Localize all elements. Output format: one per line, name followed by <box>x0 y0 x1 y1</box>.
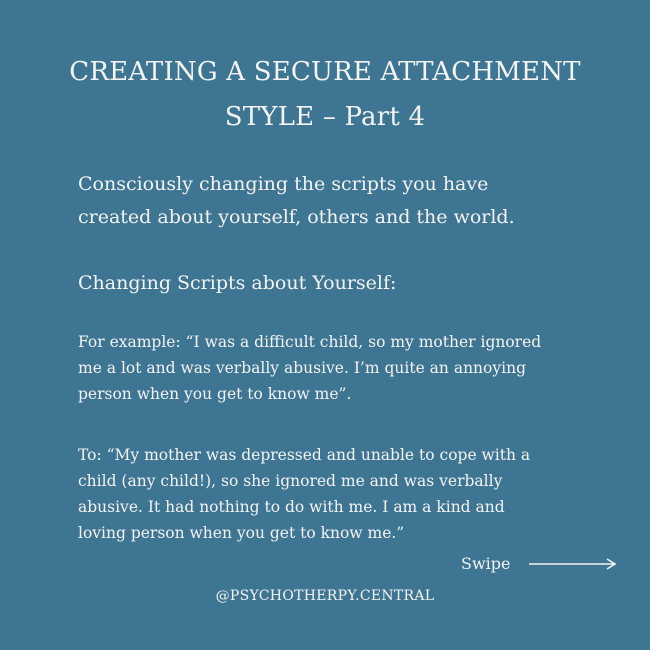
reframe-line-3: abusive. It had nothing to do with me. I am a kind and <box>78 498 505 516</box>
section-heading: Changing Scripts about Yourself: <box>78 272 397 294</box>
example-line-3: person when you get to know me”. <box>78 385 352 403</box>
example-line-1: For example: “I was a difficult child, so my mother ignored <box>78 333 542 351</box>
intro-text <box>78 168 598 234</box>
example-line-2: me a lot and was verbally abusive. I’m quite an annoying <box>78 359 526 377</box>
reframe-line-4: loving person when you get to know me.” <box>78 524 405 542</box>
title-line-2: STYLE – Part 4 <box>224 102 426 132</box>
account-handle: @PSYCHOTHERPY.CENTRAL <box>215 588 435 604</box>
swipe-label[interactable]: Swipe <box>461 554 511 573</box>
page-title <box>0 50 650 140</box>
title-line-1: CREATING A SECURE ATTACHMENT <box>69 57 581 87</box>
reframe-line-1: To: “My mother was depressed and unable to cope with a <box>78 446 531 464</box>
example-paragraph <box>78 329 598 407</box>
arrow-right-icon[interactable] <box>528 556 618 572</box>
reframe-paragraph <box>78 442 598 546</box>
reframe-line-2: child (any child!), so she ignored me and was verbally <box>78 472 503 490</box>
intro-line-1: Consciously changing the scripts you have <box>78 173 489 195</box>
intro-line-2: created about yourself, others and the world. <box>78 206 515 228</box>
